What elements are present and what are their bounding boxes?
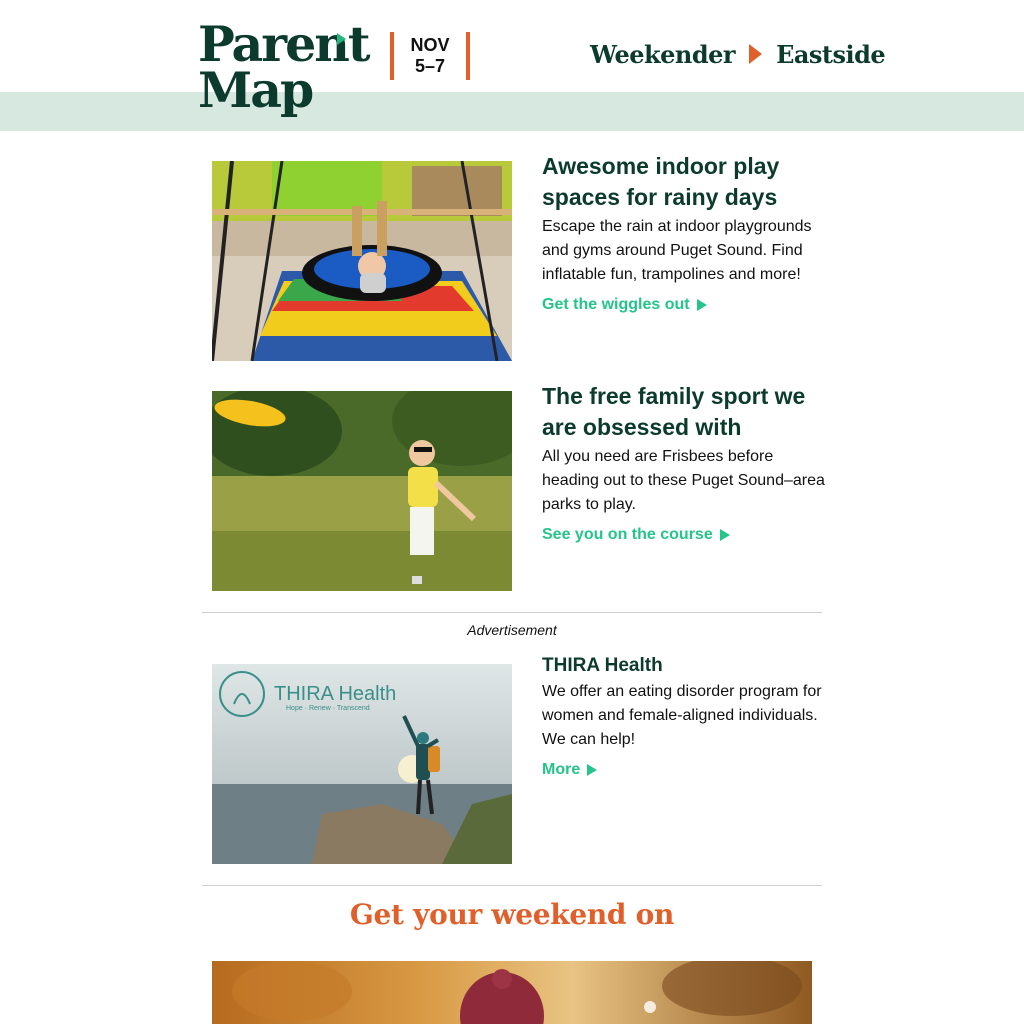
logo-play-icon — [337, 33, 346, 45]
weekend-heading: Get your weekend on — [349, 898, 675, 931]
ad-cta-link[interactable] — [542, 761, 597, 779]
play-arrow-icon — [720, 529, 730, 541]
cta-label: See you on the course — [542, 526, 713, 543]
article-title[interactable]: The free family sport we are obsessed with — [542, 383, 806, 440]
section-name: Weekender — [590, 39, 736, 69]
ad-thira-health — [212, 655, 824, 864]
parentmap-logo[interactable] — [198, 15, 369, 122]
cta-label: More — [542, 761, 581, 778]
date-month: NOV — [410, 35, 450, 55]
article-image[interactable] — [212, 391, 512, 591]
ad-description: We offer an eating disorder program for women and female-aligned individuals. We can help! — [542, 683, 822, 748]
article-cta-link[interactable] — [542, 296, 707, 314]
advertisement-label: Advertisement — [467, 622, 557, 638]
article-text — [542, 153, 832, 314]
article-text — [542, 383, 832, 544]
indoor-playground-photo — [212, 161, 512, 361]
ad-logo-tagline: Hope · Renew · Transcend — [286, 705, 370, 712]
divider — [202, 612, 822, 613]
divider — [202, 885, 822, 886]
article-description: All you need are Frisbees before heading out to these Puget Sound–area parks to play. — [542, 448, 825, 513]
play-arrow-icon — [587, 764, 597, 776]
newsletter-header — [0, 0, 1024, 131]
frisbee-boy-photo — [212, 391, 512, 591]
cta-label: Get the wiggles out — [542, 296, 690, 313]
ad-logo-name: THIRA Health — [274, 683, 397, 705]
date-range: 5–7 — [414, 56, 446, 76]
play-arrow-icon — [749, 44, 762, 64]
date-badge — [390, 32, 470, 80]
ad-text — [542, 654, 832, 779]
article-cta-link[interactable] — [542, 526, 730, 544]
article-description: Escape the rain at indoor playgrounds and gyms around Puget Sound. Find inflatable fun, trampolines and more! — [542, 218, 812, 283]
weekend-hero-image[interactable] — [212, 961, 812, 1024]
logo-word-map: Map — [198, 61, 313, 119]
region-name: Eastside — [776, 39, 886, 69]
article-title[interactable]: Awesome indoor play spaces for rainy days — [542, 153, 780, 210]
article-indoor-play — [212, 153, 824, 361]
ad-title[interactable]: THIRA Health — [542, 655, 663, 676]
ad-image[interactable] — [212, 664, 512, 864]
section-breadcrumb — [590, 38, 885, 70]
article-frisbee — [212, 383, 825, 591]
logo-word-parent: Parent — [198, 15, 369, 73]
play-arrow-icon — [697, 299, 707, 311]
thira-health-ad-photo — [212, 664, 512, 864]
autumn-child-photo — [212, 961, 812, 1024]
article-image[interactable] — [212, 161, 512, 361]
